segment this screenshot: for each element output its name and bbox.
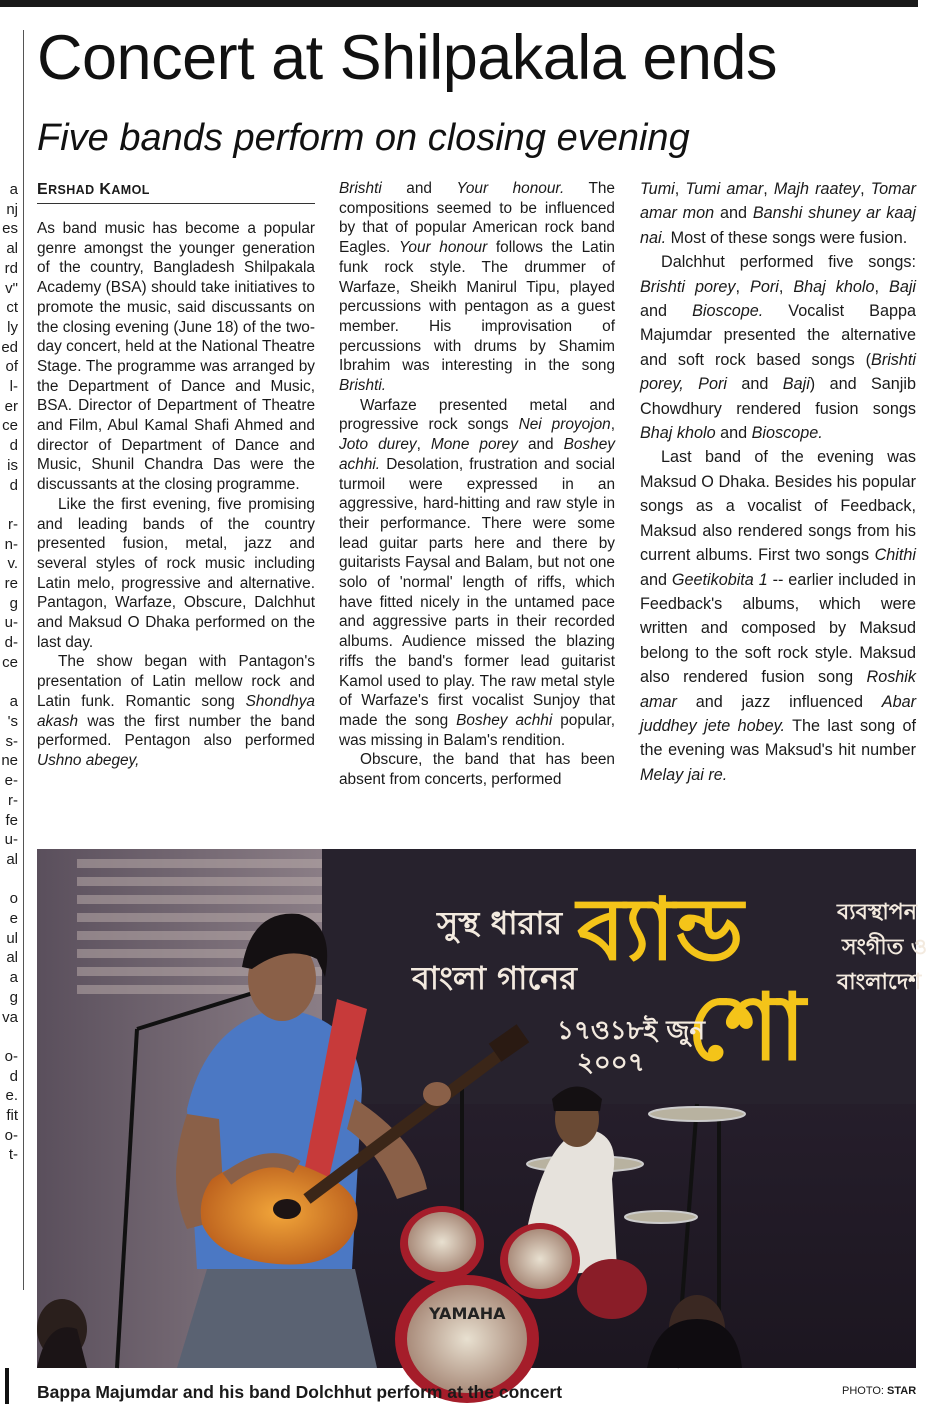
text-run: and <box>714 204 753 223</box>
previous-column-fragment: v. <box>7 555 18 573</box>
byline-last-rest: AMOL <box>111 183 150 197</box>
previous-column-fragment: e- <box>4 772 18 790</box>
banner-side-1: ব্যবস্থাপন <box>837 900 917 925</box>
previous-column-fragment: ed <box>1 338 18 356</box>
previous-column-fragment: al <box>6 240 18 258</box>
text-run: The compositions seemed to be influenced by that of popular American rock band Eagles. <box>339 180 615 257</box>
previous-column-fragment: of <box>5 358 18 376</box>
byline-first-initial: E <box>37 181 49 198</box>
article-paragraph <box>339 396 615 751</box>
previous-column-fragment: v" <box>5 279 18 297</box>
previous-column-fragment: d- <box>4 634 18 652</box>
column-divider <box>23 30 24 1290</box>
text-run: , <box>874 277 890 296</box>
caption-bar <box>5 1368 9 1404</box>
song-title: Banshi shuney ar kaaj nai. <box>640 204 917 247</box>
text-run: Obscure, the band that has been absent from concerts, performed <box>339 751 615 789</box>
banner-line-1: সুস্থ ধারার <box>437 904 563 942</box>
banner-side-3: বাংলাদেশ <box>837 970 922 995</box>
byline <box>37 181 315 204</box>
byline-first-rest: RSHAD <box>48 183 95 197</box>
song-title: Ushno abegey, <box>37 751 140 769</box>
song-title: Boshey achhi. <box>339 436 615 473</box>
banner-title-1: ব্যান্ড <box>577 880 744 980</box>
previous-column-fragment: 's <box>7 712 18 730</box>
previous-column-fragment: l- <box>9 378 18 396</box>
article-paragraph <box>339 750 615 789</box>
text-run: and <box>640 570 672 589</box>
text-run: Desolation, frustration and social turmoil were expressed in an aggressive, hard-hitting and raw style in their performance. There were some lead guitar parts here and there by guitarists Faysal and Balam, but not one solo of 'normal' length of riffs, which have fitted nicely in the untamed pace and aggressive parts in their recorded albums. Audience missed the blazing riffs the band's former lead guitarist Kamol used to play. The raw metal style of Warfaze's first vocalist Sunjoy that made the song <box>339 455 615 729</box>
previous-column-fragment <box>0 673 18 693</box>
previous-column-fragment: ul <box>6 929 18 947</box>
article-column-1 <box>37 219 315 771</box>
song-title: Shondhya akash <box>37 692 315 730</box>
previous-column-fragment: o <box>9 890 18 908</box>
song-title: Baji <box>889 277 917 296</box>
text-run: Like the first evening, five promising and leading bands of the country presented fusion, metal, jazz and several styles of rock music including Latin melo, progressive and alternative. Pantagon, Warfaze, Obscure, Dalchhut and Maksud O Dhaka performed on the last day. <box>37 495 315 651</box>
previous-column-fragment: nj <box>6 200 18 218</box>
text-run: Most of these songs were fusion. <box>666 228 908 247</box>
text-run: was the first number the band performed. Pentagon also performed <box>37 712 315 750</box>
previous-column-fragment: d <box>9 1067 18 1085</box>
text-run: , <box>778 277 794 296</box>
previous-column-fragment: is <box>7 456 18 474</box>
previous-column-fragment: ne <box>1 752 18 770</box>
previous-column-fragment: u- <box>4 831 18 849</box>
song-title: Mone porey <box>430 436 518 454</box>
previous-column-fragment: ce <box>2 653 18 671</box>
song-title: Nei proyojon <box>518 416 611 434</box>
song-title: Your honour. <box>456 180 565 197</box>
photo-caption: Bappa Majumdar and his band Dolchhut perform at the concert <box>37 1382 563 1402</box>
text-run: and jazz influenced <box>676 692 882 711</box>
previous-column-fragment: s- <box>5 732 18 750</box>
article-paragraph <box>37 495 315 653</box>
previous-column-fragment: fe <box>5 811 18 829</box>
text-run: , <box>610 416 615 434</box>
text-run: -- earlier included in Feedback's albums, which were written and composed by Maksud belong to the soft rock style. Maksud also rendered fusion song <box>640 570 916 687</box>
previous-column-fragment: r- <box>8 515 18 533</box>
previous-column-fragment: t- <box>8 1146 18 1164</box>
previous-column-fragment: rd <box>4 259 18 277</box>
text-run: and <box>381 180 457 197</box>
previous-column-fragment: ct <box>6 299 18 317</box>
banner-title-2: শো <box>687 974 806 1081</box>
article-column-3 <box>640 177 916 787</box>
previous-column-fragment: ly <box>7 318 18 336</box>
previous-column-fragment: a <box>9 693 18 711</box>
photo-credit-prefix: PHOTO: <box>842 1385 888 1397</box>
headline: Concert at Shilpakala ends <box>37 23 777 93</box>
previous-column-fragment: d <box>9 476 18 494</box>
text-run: , <box>860 180 871 198</box>
previous-column-fragment: es <box>2 220 18 238</box>
article-paragraph <box>640 445 916 787</box>
text-run: , <box>763 180 774 198</box>
text-run: popular, was missing in Balam's rendition. <box>339 711 615 749</box>
song-title: Tomar amar mon <box>640 180 916 223</box>
text-run: The last song of the evening was Maksud's hit number <box>640 716 916 760</box>
banner-side-2: সংগীত ও <box>842 935 928 960</box>
previous-column-fragment: o- <box>4 1047 18 1065</box>
song-title: Brishti. <box>339 377 387 395</box>
text-run: The show began with Pantagon's presentation of Latin mellow rock and Latin funk. Romantic song <box>37 653 315 710</box>
top-rule <box>0 0 918 7</box>
previous-column-fragment: fit <box>6 1107 18 1125</box>
song-title: Brishti porey, Pori <box>640 350 916 394</box>
text-run: and <box>726 375 783 394</box>
previous-column-fragment: e <box>9 910 18 928</box>
previous-column-fragment: g <box>9 594 18 612</box>
previous-column-fragment: re <box>4 575 18 593</box>
concert-photo <box>37 849 928 1368</box>
song-title: Bhaj kholo <box>793 277 875 296</box>
previous-column-fragment: ce <box>2 417 18 435</box>
previous-column-fragment: d <box>9 437 18 455</box>
song-title: Bioscope. <box>751 424 823 443</box>
text-run: and <box>715 424 752 443</box>
previous-column-fragment: r- <box>8 791 18 809</box>
text-run: , <box>674 180 686 198</box>
song-title: Tumi amar <box>685 180 764 198</box>
text-run: As band music has become a popular genre amongst the younger generation of the country, Bangladesh Shilpakala Academy (BSA) should take initiatives to promote the music, said discussants on the closing evening (June 18) of the two-day concert, held at the National Theatre Stage. The programme was arranged by the Department of Dance and Music, BSA. Director of Department of Theatre and Film, Abul Kamal Shafi Ahmed and director of Department of Dance and Music, Shunil Chandra Das were the discussants at the closing programme. <box>37 220 315 494</box>
text-run: Warfaze presented metal and progressive rock songs <box>339 396 615 434</box>
song-title: Brishti <box>339 180 382 197</box>
previous-column-fragment: a <box>9 181 18 198</box>
song-title: Majh raatey <box>773 180 861 198</box>
text-run: follows the Latin funk rock style. The drummer of Warfaze, Sheikh Manirul Tipu, played percussions with pentagon as a guest member. His improvisation of percussions with drums by Shamim Ibrahim was interesting in the song <box>339 239 615 375</box>
song-title: Tumi <box>640 180 675 198</box>
article-paragraph <box>640 177 916 250</box>
previous-article-column <box>0 180 18 1290</box>
song-title: Joto durey <box>339 436 417 454</box>
song-title: Boshey achhi <box>456 711 553 729</box>
article-paragraph <box>37 652 315 770</box>
previous-column-fragment: va <box>2 1008 18 1026</box>
article-paragraph <box>640 250 916 445</box>
song-title: Geetikobita 1 <box>671 570 768 589</box>
previous-column-fragment <box>0 495 18 515</box>
previous-column-fragment: al <box>6 949 18 967</box>
text-run: Last band of the evening was Maksud O Dhaka. Besides his popular songs as a vocalist of Feedback, Maksud also rendered songs from his current albums. First two songs <box>640 448 916 565</box>
song-title: Bhaj kholo <box>640 424 716 443</box>
previous-column-fragment: er <box>4 397 18 415</box>
song-title: Melay jai re. <box>640 765 728 784</box>
article-paragraph <box>339 179 615 396</box>
text-run: and <box>640 302 693 321</box>
song-title: Bioscope. <box>692 302 764 321</box>
song-title: Roshik amar <box>640 668 916 711</box>
text-run: , <box>735 277 751 296</box>
banner-date-1: ১৭ও১৮ই জুন <box>557 1016 706 1046</box>
song-title: Pori <box>750 277 779 296</box>
photo-credit <box>842 1385 916 1397</box>
text-run: , <box>416 436 431 454</box>
song-title: Baji <box>782 375 810 394</box>
previous-column-fragment <box>0 870 18 890</box>
previous-column-fragment: n- <box>4 535 18 553</box>
drum-brand-label: YAMAHA <box>429 1304 506 1323</box>
text-run: Vocalist Bappa Majumdar presented the alternative and soft rock based songs ( <box>640 302 916 369</box>
byline-last-initial: K <box>99 181 112 198</box>
song-title: Brishti porey <box>640 277 736 296</box>
photo-credit-source: STAR <box>887 1385 917 1397</box>
article-paragraph <box>37 219 315 495</box>
song-title: Your honour <box>398 239 488 257</box>
previous-column-fragment: g <box>9 988 18 1006</box>
previous-column-fragment: a <box>9 969 18 987</box>
previous-column-fragment: al <box>6 850 18 868</box>
text-run: ) and Sanjib Chowdhury rendered fusion songs <box>640 375 916 418</box>
previous-column-fragment: o- <box>4 1126 18 1144</box>
song-title: Chithi <box>874 546 916 565</box>
previous-column-fragment <box>0 1027 18 1047</box>
text-run: and <box>517 436 564 454</box>
banner-line-2: বাংলা গানের <box>412 959 577 997</box>
banner-date-2: ২০০৭ <box>577 1048 645 1078</box>
subheadline: Five bands perform on closing evening <box>37 117 690 159</box>
text-run: Dalchhut performed five songs: <box>661 253 916 272</box>
previous-column-fragment: u- <box>4 614 18 632</box>
previous-column-fragment: e. <box>5 1087 18 1105</box>
article-column-2 <box>339 179 615 790</box>
song-title: Abar juddhey jete hobey. <box>640 692 916 735</box>
